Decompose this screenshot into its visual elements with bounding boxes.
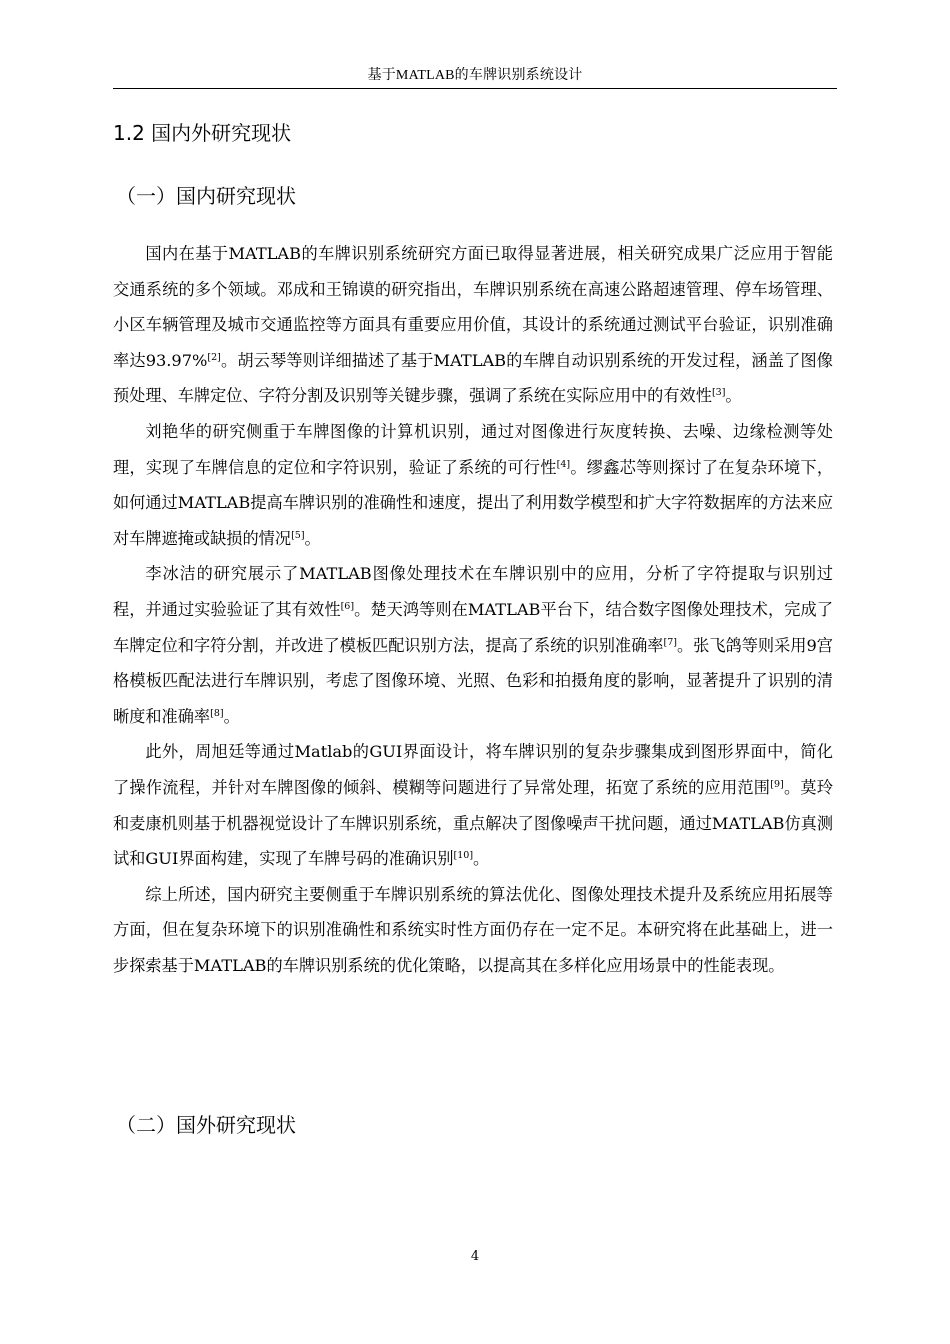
paragraph-text: 李冰洁的研究展示了MATLAB图像处理技术在车牌识别中的应用，分析了字符提取与识别过程，并通过实验验证了其有效性 bbox=[113, 564, 833, 619]
paragraph-text: 。 bbox=[223, 706, 240, 726]
section-title: 1.2 国内外研究现状 bbox=[113, 121, 292, 145]
citation-ref: [4] bbox=[556, 458, 571, 470]
paragraph bbox=[113, 556, 833, 734]
paragraph bbox=[113, 734, 833, 876]
paragraph-text: 国内在基于MATLAB的车牌识别系统研究方面已取得显著进展，相关研究成果广泛应用于智能交通系统的多个领域。邓成和王锦谟的研究指出，车牌识别系统在高速公路超速管理、停车场管理、小区车辆管理及城市交通监控等方面具有重要应用价值，其设计的系统通过测试平台验证，识别准确率达93.97% bbox=[113, 244, 833, 370]
paragraph bbox=[113, 236, 833, 414]
citation-ref: [7] bbox=[663, 636, 677, 648]
running-header: 基于MATLAB的车牌识别系统设计 bbox=[367, 68, 583, 83]
paragraph bbox=[113, 414, 833, 556]
citation-ref: [6] bbox=[340, 600, 355, 612]
paragraph-text: 综上所述，国内研究主要侧重于车牌识别系统的算法优化、图像处理技术提升及系统应用拓展等方面，但在复杂环境下的识别准确性和系统实时性方面仍存在一定不足。本研究将在此基础上，进一步探索基于MATLAB的车牌识别系统的优化策略，以提高其在多样化应用场景中的性能表现。 bbox=[113, 884, 833, 975]
paragraph-text: 。 bbox=[304, 528, 321, 548]
paragraph-text: 。胡云琴等则详细描述了基于MATLAB的车牌自动识别系统的开发过程，涵盖了图像预处理、车牌定位、字符分割及识别等关键步骤，强调了系统在实际应用中的有效性 bbox=[113, 350, 833, 406]
citation-ref: [10] bbox=[453, 850, 474, 862]
paragraph-text: 。 bbox=[473, 849, 490, 869]
citation-ref: [3] bbox=[711, 387, 726, 399]
paragraph bbox=[113, 877, 833, 984]
subsection-title-domestic: （一）国内研究现状 bbox=[116, 184, 296, 208]
citation-ref: [9] bbox=[770, 778, 784, 790]
paragraph-text: 。 bbox=[725, 386, 742, 406]
citation-ref: [5] bbox=[291, 529, 305, 541]
paragraph-text: 。张飞鸽等则采用9宫格模板匹配法进行车牌识别，考虑了图像环境、光照、色彩和拍摄角度的影响，显著提升了识别的清晰度和准确率 bbox=[113, 635, 833, 726]
citation-ref: [8] bbox=[210, 707, 224, 719]
header-rule bbox=[113, 88, 837, 89]
paragraph-text: 此外，周旭廷等通过Matlab的GUI界面设计，将车牌识别的复杂步骤集成到图形界面中，简化了操作流程，并针对车牌图像的倾斜、模糊等问题进行了异常处理，拓宽了系统的应用范围 bbox=[113, 742, 833, 797]
subsection-title-foreign: （二）国外研究现状 bbox=[116, 1113, 296, 1137]
body-text bbox=[113, 236, 833, 983]
page-number: 4 bbox=[470, 1249, 480, 1264]
paragraph-text: 。缪鑫芯等则探讨了在复杂环境下，如何通过MATLAB提高车牌识别的准确性和速度，提出了利用数学模型和扩大字符数据库的方法来应对车牌遮掩或缺损的情况 bbox=[113, 457, 834, 548]
paragraph-text: 。莫玲和麦康机则基于机器视觉设计了车牌识别系统，重点解决了图像噪声干扰问题，通过MATLAB仿真测试和GUI界面构建，实现了车牌号码的准确识别 bbox=[113, 777, 834, 869]
paragraph-text: 。楚天鸿等则在MATLAB平台下，结合数字图像处理技术，完成了车牌定位和字符分割，并改进了模板匹配识别方法，提高了系统的识别准确率 bbox=[113, 599, 834, 655]
paragraph-text: 刘艳华的研究侧重于车牌图像的计算机识别，通过对图像进行灰度转换、去噪、边缘检测等处理，实现了车牌信息的定位和字符识别，验证了系统的可行性 bbox=[113, 421, 833, 477]
citation-ref: [2] bbox=[207, 351, 221, 363]
